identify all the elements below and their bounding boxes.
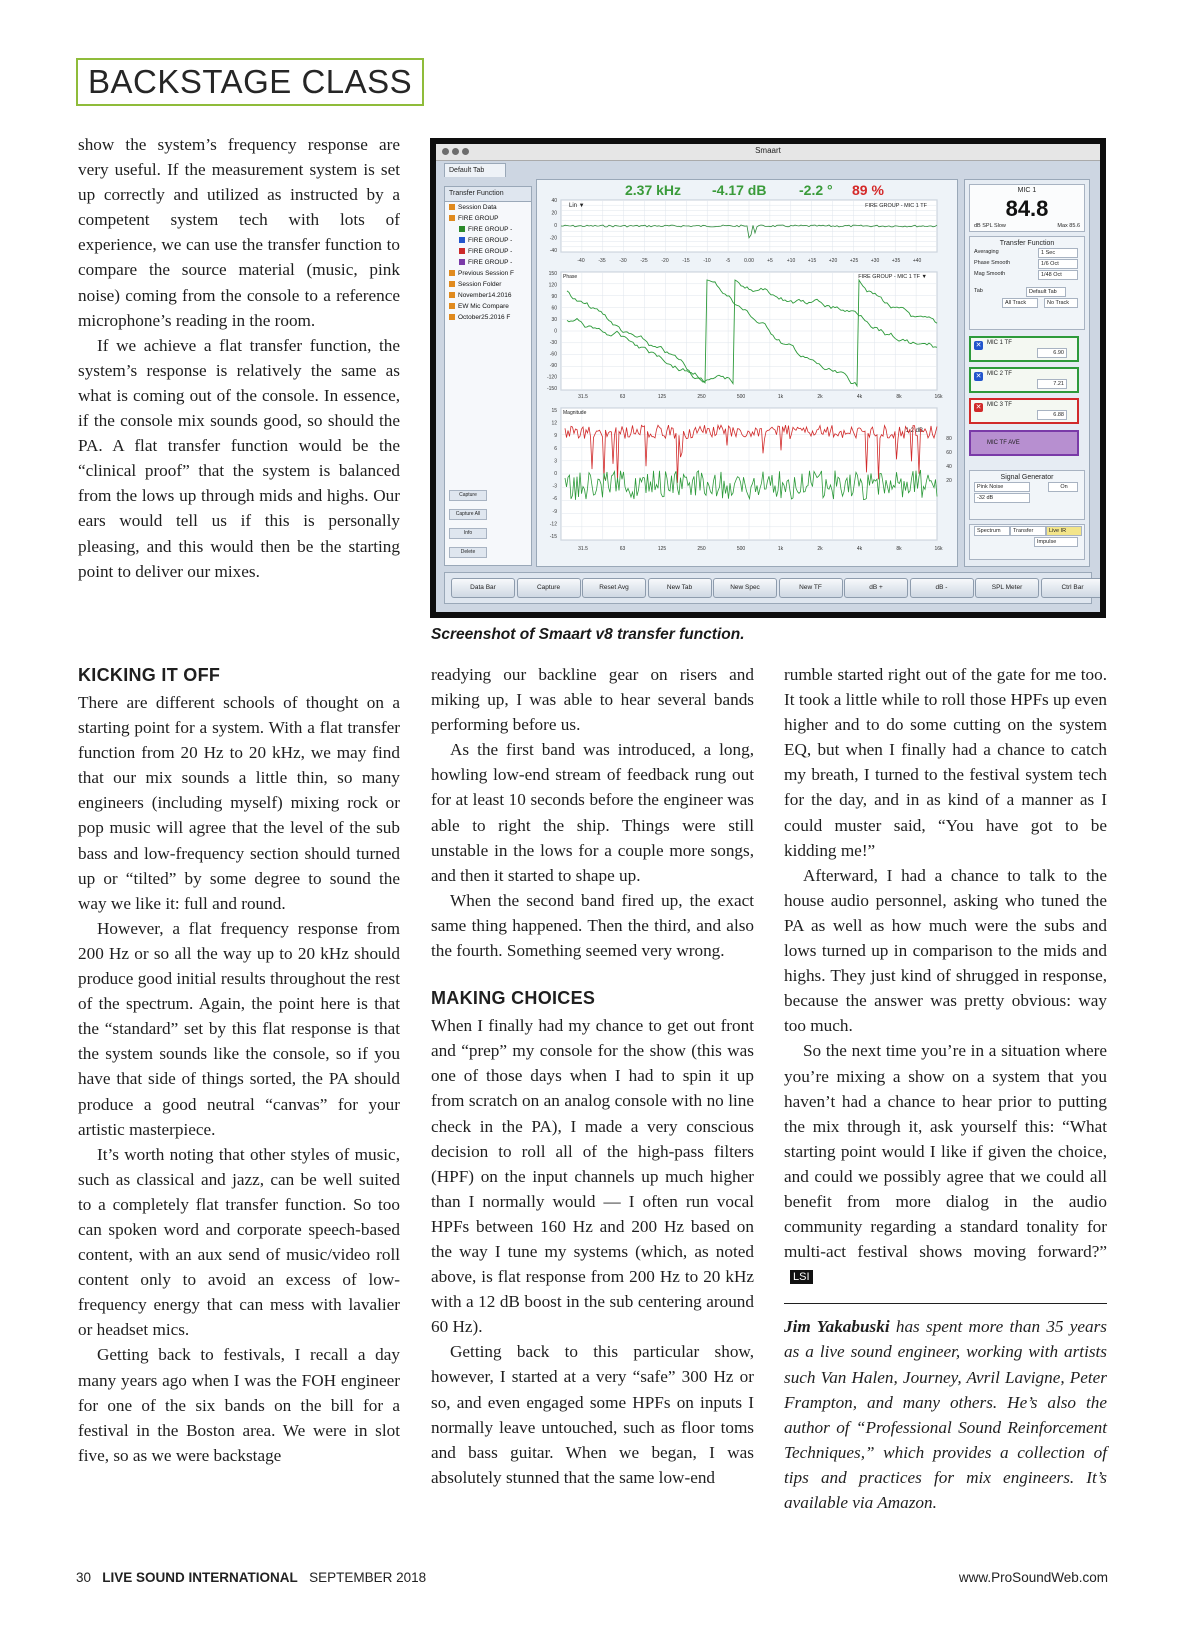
axis-tick-label: -5 xyxy=(725,258,731,264)
axis-tick-label: -60 xyxy=(549,351,557,358)
axis-tick-label: 16k xyxy=(934,546,943,552)
axis-tick-label: 0.00 xyxy=(744,258,754,264)
trace-toggle-icon[interactable]: ✕ xyxy=(975,404,982,411)
trace-delay-value[interactable]: 7.21 xyxy=(1037,379,1067,389)
tf-setting-label: Averaging xyxy=(974,249,999,255)
signal-level-select[interactable]: -32 dB xyxy=(974,493,1030,503)
author-name: Jim Yakabuski xyxy=(784,1317,890,1337)
mode-tab[interactable]: Live IR xyxy=(1046,526,1082,536)
axis-tick-label: -90 xyxy=(549,363,557,369)
command-button[interactable]: Capture xyxy=(517,578,581,598)
data-bar-title: Transfer Function xyxy=(445,187,531,202)
meter-value: 84.8 xyxy=(1005,196,1049,221)
paragraph: show the system’s frequency response are very useful. If the measurement system is set up correctly and utilized as instructed by a competent system tech with lots of experience, we can use the transfer function to compare the source material (music, pink noise) coming from the console to a reference microphone’s reading in the room. xyxy=(78,135,400,330)
paragraph: As the first band was introduced, a long, howling low-end stream of feedback rung out for at least 10 seconds before the engineer was able to right the ship. Things were still unstable in the lows for a couple more songs, and then it started to shape up. xyxy=(431,740,754,885)
readout-magnitude: -4.17 dB xyxy=(712,182,767,198)
trace-name: MIC 2 TF xyxy=(987,371,1012,377)
data-bar xyxy=(444,186,532,566)
end-mark: LSI xyxy=(790,1270,813,1284)
meter-mode: dB SPL Slow xyxy=(974,223,1006,229)
command-button[interactable]: Reset Avg xyxy=(582,578,646,598)
tf-settings-title: Transfer Function xyxy=(999,240,1055,247)
meter-name: MIC 1 xyxy=(1017,187,1037,194)
data-bar-button[interactable]: Delete xyxy=(449,547,487,558)
trace-chip[interactable] xyxy=(969,336,1079,362)
trace-name: MIC 3 TF xyxy=(987,402,1012,408)
axis-tick-label: 31.5 xyxy=(578,394,588,400)
axis-tick-label: 30 xyxy=(551,317,557,323)
mode-tab-row xyxy=(970,525,1084,536)
axis-tick-label: 150 xyxy=(548,271,557,277)
trace-delay-value[interactable]: 6.90 xyxy=(1037,348,1067,358)
no-track-button[interactable]: No Track xyxy=(1044,298,1078,308)
paragraph: rumble started right out of the gate for me too. It took a little while to roll those HPFs up even higher and to do some cutting on the system EQ, but when I finally had a chance to catch my breath, I turned to the festival system tech for the day, and in as kind of a manner as I could muster said, “You have got to be kidding me!” xyxy=(784,665,1107,860)
axis-tick-label: 4k xyxy=(856,394,863,400)
axis-tick-label: 250 xyxy=(697,394,706,400)
mode-tab[interactable]: Transfer xyxy=(1010,526,1046,536)
control-bar xyxy=(964,179,1090,567)
tf-setting-row xyxy=(970,269,1084,280)
data-bar-item[interactable] xyxy=(445,213,531,224)
data-bar-item[interactable] xyxy=(445,268,531,279)
axis-tick-label: 20 xyxy=(946,478,952,484)
axis-tick-label: +25 xyxy=(849,258,859,264)
data-bar-item[interactable] xyxy=(445,279,531,290)
trace-chip[interactable] xyxy=(969,367,1079,393)
axis-tick-label: 4k xyxy=(856,546,863,552)
axis-tick-label: -25 xyxy=(640,258,648,264)
tf-setting-label: Phase Smooth xyxy=(974,260,1011,266)
axis-tick-label: 63 xyxy=(619,546,626,552)
axis-tick-label: 120 xyxy=(548,282,557,289)
data-bar-item-label: FIRE GROUP - xyxy=(468,259,513,266)
command-button[interactable]: Data Bar xyxy=(451,578,515,598)
axis-tick-label: +5 xyxy=(767,258,773,264)
command-button[interactable]: Ctrl Bar xyxy=(1041,578,1101,598)
heading-kicking-it-off: KICKING IT OFF xyxy=(78,665,221,685)
data-bar-item-label: EW Mic Compare xyxy=(458,303,509,310)
axis-tick-label: 6 xyxy=(554,445,557,452)
axis-tick-label: +30 xyxy=(870,258,880,264)
axis-tick-label: 60 xyxy=(946,450,952,456)
trace-chip[interactable] xyxy=(969,398,1079,424)
axis-tick-label: -15 xyxy=(682,258,690,264)
axis-tick-label: 2k xyxy=(817,394,823,400)
folder-icon xyxy=(459,237,465,243)
tf-setting-select[interactable]: 1/6 Oct xyxy=(1038,259,1078,269)
axis-tick-label: +40 xyxy=(912,258,922,264)
data-bar-item[interactable] xyxy=(445,312,531,323)
axis-tick-label: 1k xyxy=(777,394,784,400)
column-3 xyxy=(784,662,1107,1515)
axis-tick-label: +15 xyxy=(807,258,817,264)
axis-tick-label: 0 xyxy=(554,471,557,477)
phase-label: Phase xyxy=(563,274,578,280)
command-button[interactable]: New Tab xyxy=(648,578,712,598)
footer-url[interactable]: www.ProSoundWeb.com xyxy=(958,1570,1108,1585)
paragraph: When the second band fired up, the exact same thing happened. Then the third, and also the fourth. Something seemed very wrong. xyxy=(431,890,754,961)
column-2 xyxy=(431,662,754,1490)
transfer-function-settings xyxy=(969,236,1085,330)
plot-graphs xyxy=(537,180,957,566)
trace-toggle-icon[interactable]: ✕ xyxy=(975,373,982,380)
axis-tick-label: -12 xyxy=(549,521,557,528)
axis-tick-label: 90 xyxy=(551,294,557,300)
axis-tick-label: -35 xyxy=(598,258,606,264)
axis-tick-label: -10 xyxy=(703,258,711,264)
axis-tick-label: 2k xyxy=(817,546,823,552)
axis-tick-label: -40 xyxy=(577,258,585,264)
axis-tick-label: -9 xyxy=(552,508,557,515)
data-bar-item-label: Session Data xyxy=(458,204,497,211)
command-button[interactable]: dB + xyxy=(844,578,908,598)
meter-footer xyxy=(974,223,1080,229)
column-1-top xyxy=(78,132,400,584)
data-bar-item-label: FIRE GROUP - xyxy=(468,237,513,244)
data-bar-item[interactable] xyxy=(445,224,531,235)
axis-tick-label: 9 xyxy=(554,433,557,440)
axis-tick-label: -120 xyxy=(546,374,557,381)
axis-tick-label: 80 xyxy=(946,436,952,442)
paragraph: Afterward, I had a chance to talk to the house audio personnel, asking who tuned the PA as well as how much were the subs and lows turned up in comparison to the mids and highs. They just kind of shrugged in response, because the answer was pretty obvious: way too much. xyxy=(784,865,1107,1036)
axis-tick-label: 0 xyxy=(554,223,557,229)
axis-tick-label: 63 xyxy=(619,394,626,400)
signal-on-button[interactable]: On xyxy=(1048,482,1078,492)
axis-tick-label: 500 xyxy=(736,394,746,400)
folder-icon xyxy=(449,270,455,276)
data-bar-button[interactable]: Capture xyxy=(449,490,487,501)
column-1-bottom xyxy=(78,662,400,1468)
axis-tick-label: +10 xyxy=(786,258,796,264)
trace-label: FIRE GROUP - MIC 1 TF xyxy=(865,203,927,209)
trace-name: MIC 1 TF xyxy=(987,340,1012,346)
impulse-button[interactable]: Impulse xyxy=(1034,537,1078,547)
tab-select-label: Tab xyxy=(974,288,983,294)
trace-delay-value[interactable]: 6.88 xyxy=(1037,410,1067,420)
data-bar-item-label: FIRE GROUP xyxy=(458,215,499,222)
signal-generator xyxy=(969,470,1085,520)
meter-max: Max 85.6 xyxy=(1057,223,1080,229)
data-bar-item[interactable] xyxy=(445,202,531,213)
trace-label: FIRE GROUP - MIC 1 TF ▼ xyxy=(858,274,927,280)
signal-type-row xyxy=(970,481,1084,492)
axis-tick-label: 8k xyxy=(896,394,902,400)
axis-tick-label: -40 xyxy=(549,248,557,254)
axis-tick-label: 500 xyxy=(736,546,746,552)
tab-default[interactable]: Default Tab xyxy=(444,163,506,177)
signal-generator-title: Signal Generator xyxy=(1000,474,1054,481)
axis-tick-label: 12 xyxy=(551,420,557,427)
paragraph-text: So the next time you’re in a situation where you’re mixing a show on a system that you haven’t had a chance to hear prior to putting the mix through it, ask yourself this: “What starting point would I like if given the choice, and could we possibly agree that we could all benefit from more dialog in the audio community regarding a standard tonality for multi-act festival shows moving forward?” xyxy=(784,1041,1107,1262)
paragraph: It’s worth noting that other styles of music, such as classical and jazz, can be well suited to a completely flat transfer function. So too can spoken word and corporate speech-based content, with an aux send of music/video roll content only to avoid an excess of low-frequency energy that can mess with lavalier or headset mics. xyxy=(78,1144,400,1340)
folder-icon xyxy=(449,314,455,320)
figure-caption: Screenshot of Smaart v8 transfer function. xyxy=(431,626,745,643)
trace-toggle-icon[interactable]: ✕ xyxy=(975,342,982,349)
command-button[interactable]: New Spec xyxy=(713,578,777,598)
app-title: Smaart xyxy=(755,146,781,155)
plot-area[interactable] xyxy=(536,179,958,567)
axis-tick-label: -30 xyxy=(619,258,627,264)
impulse-row xyxy=(970,536,1084,547)
paragraph: There are different schools of thought on a starting point for a system. With a flat transfer function from 20 Hz to 20 kHz, we may find that our mix sounds a little thin, so many engineers (including myself) mixing rock or pop music will agree that the level of the sub bass and low-frequency section should turned up or “tilted” by some degree to sound the way we like it: full and round. xyxy=(78,693,400,913)
smaart-screenshot xyxy=(430,138,1106,618)
mode-tabs xyxy=(969,524,1085,560)
readout-coherence: 89 % xyxy=(852,182,884,198)
track-row xyxy=(970,297,1084,308)
paragraph: When I finally had my chance to get out front and “prep” my console for the show (this was one of those days when I had to spin it up from scratch on an analog console with no line check in the PA), I made a very conscious decision to roll all of the high-pass filters (HPF) on the input channels up much higher than I normally would — I often run vocal HPFs between 160 Hz and 200 Hz based on the way I tune my systems (which, as noted above, is flat response from 200 Hz to 20 kHz with a 12 dB boost in the sub centering around 60 Hz). xyxy=(431,1016,754,1337)
issue-date: SEPTEMBER 2018 xyxy=(309,1570,427,1585)
trace-average[interactable] xyxy=(969,430,1079,456)
page-number: 30 xyxy=(76,1570,92,1585)
data-bar-item-label: October25.2016 F xyxy=(458,314,511,321)
folder-icon xyxy=(449,292,455,298)
axis-tick-label: 8k xyxy=(896,546,902,552)
axis-tick-label: 15 xyxy=(551,408,557,414)
footer-left xyxy=(76,1570,426,1585)
paragraph: If we achieve a flat transfer function, the system’s response is relatively the same as what is coming out of the console. In essence, if the console mix sounds good, so should the PA. A flat transfer function would be the “clinical proof” that the system is balanced from the lows up through mids and highs. Our ears would tell us if this is personally pleasing, and this would then be the starting point to deliver our mixes. xyxy=(78,335,400,581)
axis-tick-label: -6 xyxy=(552,496,557,503)
heading-making-choices: MAKING CHOICES xyxy=(431,988,596,1009)
axis-tick-label: +35 xyxy=(891,258,901,264)
tf-setting-row xyxy=(970,258,1084,269)
axis-tick-label: 16k xyxy=(934,394,943,400)
all-track-button[interactable]: All Track xyxy=(1002,298,1038,308)
section-tag: BACKSTAGE CLASS xyxy=(76,58,424,106)
data-bar-item[interactable] xyxy=(445,290,531,301)
readout-phase: -2.2 ° xyxy=(799,182,833,198)
axis-tick-label: -20 xyxy=(549,235,557,242)
data-bar-button[interactable]: Capture All xyxy=(449,509,487,520)
data-bar-item[interactable] xyxy=(445,246,531,257)
axis-tick-label: 125 xyxy=(657,546,667,552)
data-bar-item[interactable] xyxy=(445,235,531,246)
tf-setting-select[interactable]: 1/48 Oct xyxy=(1038,270,1078,280)
level-label: 1.2 dB xyxy=(905,428,923,434)
tf-setting-label: Mag Smooth xyxy=(974,271,1006,277)
mode-tab[interactable]: Spectrum xyxy=(974,526,1010,536)
magazine-name: LIVE SOUND INTERNATIONAL xyxy=(102,1570,298,1585)
window-titlebar xyxy=(436,144,1100,161)
axis-tick-label: -15 xyxy=(549,534,557,540)
axis-tick-label: -30 xyxy=(549,340,557,346)
axis-tick-label: 1k xyxy=(777,546,784,552)
folder-icon xyxy=(459,248,465,254)
axis-tick-label: 40 xyxy=(946,464,952,470)
command-button[interactable]: SPL Meter xyxy=(975,578,1039,598)
axis-tick-label: 125 xyxy=(657,394,667,400)
paragraph: However, a flat frequency response from 200 Hz or so all the way up to 20 kHz should produce good initial results throughout the rest of the spectrum. Again, the point here is that the “standard” set by this flat response is that the system sounds like the console, so if you have that side of things sorted, the PA should produce a good neutral “canvas” for your artistic masterpiece. xyxy=(78,918,400,1139)
paragraph xyxy=(784,1038,1107,1289)
signal-level-row xyxy=(970,492,1084,503)
axis-tick-label: -20 xyxy=(661,258,669,264)
axis-tick-label: 3 xyxy=(554,458,557,465)
smaart-window xyxy=(436,144,1100,612)
data-bar-item-label: Session Folder xyxy=(458,281,502,288)
readout-frequency: 2.37 kHz xyxy=(625,182,682,198)
axis-tick-label: 20 xyxy=(551,210,557,217)
data-bar-item-label: FIRE GROUP - xyxy=(468,226,513,233)
author-bio xyxy=(784,1314,1107,1515)
command-button[interactable]: New TF xyxy=(779,578,843,598)
axis-tick-label: -150 xyxy=(546,386,557,392)
folder-icon xyxy=(459,259,465,265)
folder-icon xyxy=(449,303,455,309)
axis-tick-label: 31.5 xyxy=(578,546,588,552)
live-ir-scale-label: Lin ▼ xyxy=(569,203,585,209)
paragraph: Getting back to this particular show, however, I started at a very “safe” 300 Hz or so, and even engaged some HPFs on inputs I normally leave untouched, such as floor toms and bass guitar. When we began, I was absolutely stunned that the same low-end xyxy=(431,1342,754,1487)
paragraph: readying our backline gear on risers and miking up, I was able to hear several bands performing before us. xyxy=(431,665,754,735)
folder-icon xyxy=(449,281,455,287)
folder-icon xyxy=(449,215,455,221)
data-bar-item-label: November14.2016 xyxy=(458,292,512,299)
axis-tick-label: 60 xyxy=(551,305,557,312)
data-bar-item-label: Previous Session F xyxy=(458,270,514,277)
command-bar xyxy=(444,572,1092,604)
tf-setting-select[interactable]: 1 Sec xyxy=(1038,248,1078,258)
trace-average-label: MIC TF AVE xyxy=(987,440,1020,446)
folder-icon xyxy=(459,226,465,232)
bio-divider xyxy=(784,1303,1107,1304)
folder-icon xyxy=(449,204,455,210)
axis-tick-label: 0 xyxy=(554,328,557,335)
magnitude-label: Magnitude xyxy=(563,410,587,416)
data-bar-item[interactable] xyxy=(445,301,531,312)
data-bar-item[interactable] xyxy=(445,257,531,268)
axis-tick-label: -3 xyxy=(552,483,557,490)
command-button[interactable]: dB - xyxy=(910,578,974,598)
data-bar-item-label: FIRE GROUP - xyxy=(468,248,513,255)
spl-meter[interactable] xyxy=(969,184,1085,232)
axis-tick-label: 40 xyxy=(551,198,557,204)
axis-tick-label: 250 xyxy=(697,546,706,552)
author-bio-text: has spent more than 35 years as a live sound engineer, working with artists such Van Halen, Journey, Avril Lavigne, Peter Frampton, and many others. He’s also the author of “Professional Sound Reinforcement Techniques,” which provides a collection of tips and practices for mix engineers. It’s available via Amazon. xyxy=(784,1317,1107,1512)
tab-select-row xyxy=(970,286,1084,297)
data-bar-button[interactable]: Info xyxy=(449,528,487,539)
tab-select[interactable]: Default Tab xyxy=(1026,287,1066,297)
tf-setting-row xyxy=(970,247,1084,258)
axis-tick-label: +20 xyxy=(828,258,838,264)
paragraph: Getting back to festivals, I recall a day many years ago when I was the FOH engineer for one of the six bands on the bill for a festival in the Boston area. We were in slot five, so as we were backstage xyxy=(78,1345,400,1465)
signal-type-select[interactable]: Pink Noise xyxy=(974,482,1030,492)
